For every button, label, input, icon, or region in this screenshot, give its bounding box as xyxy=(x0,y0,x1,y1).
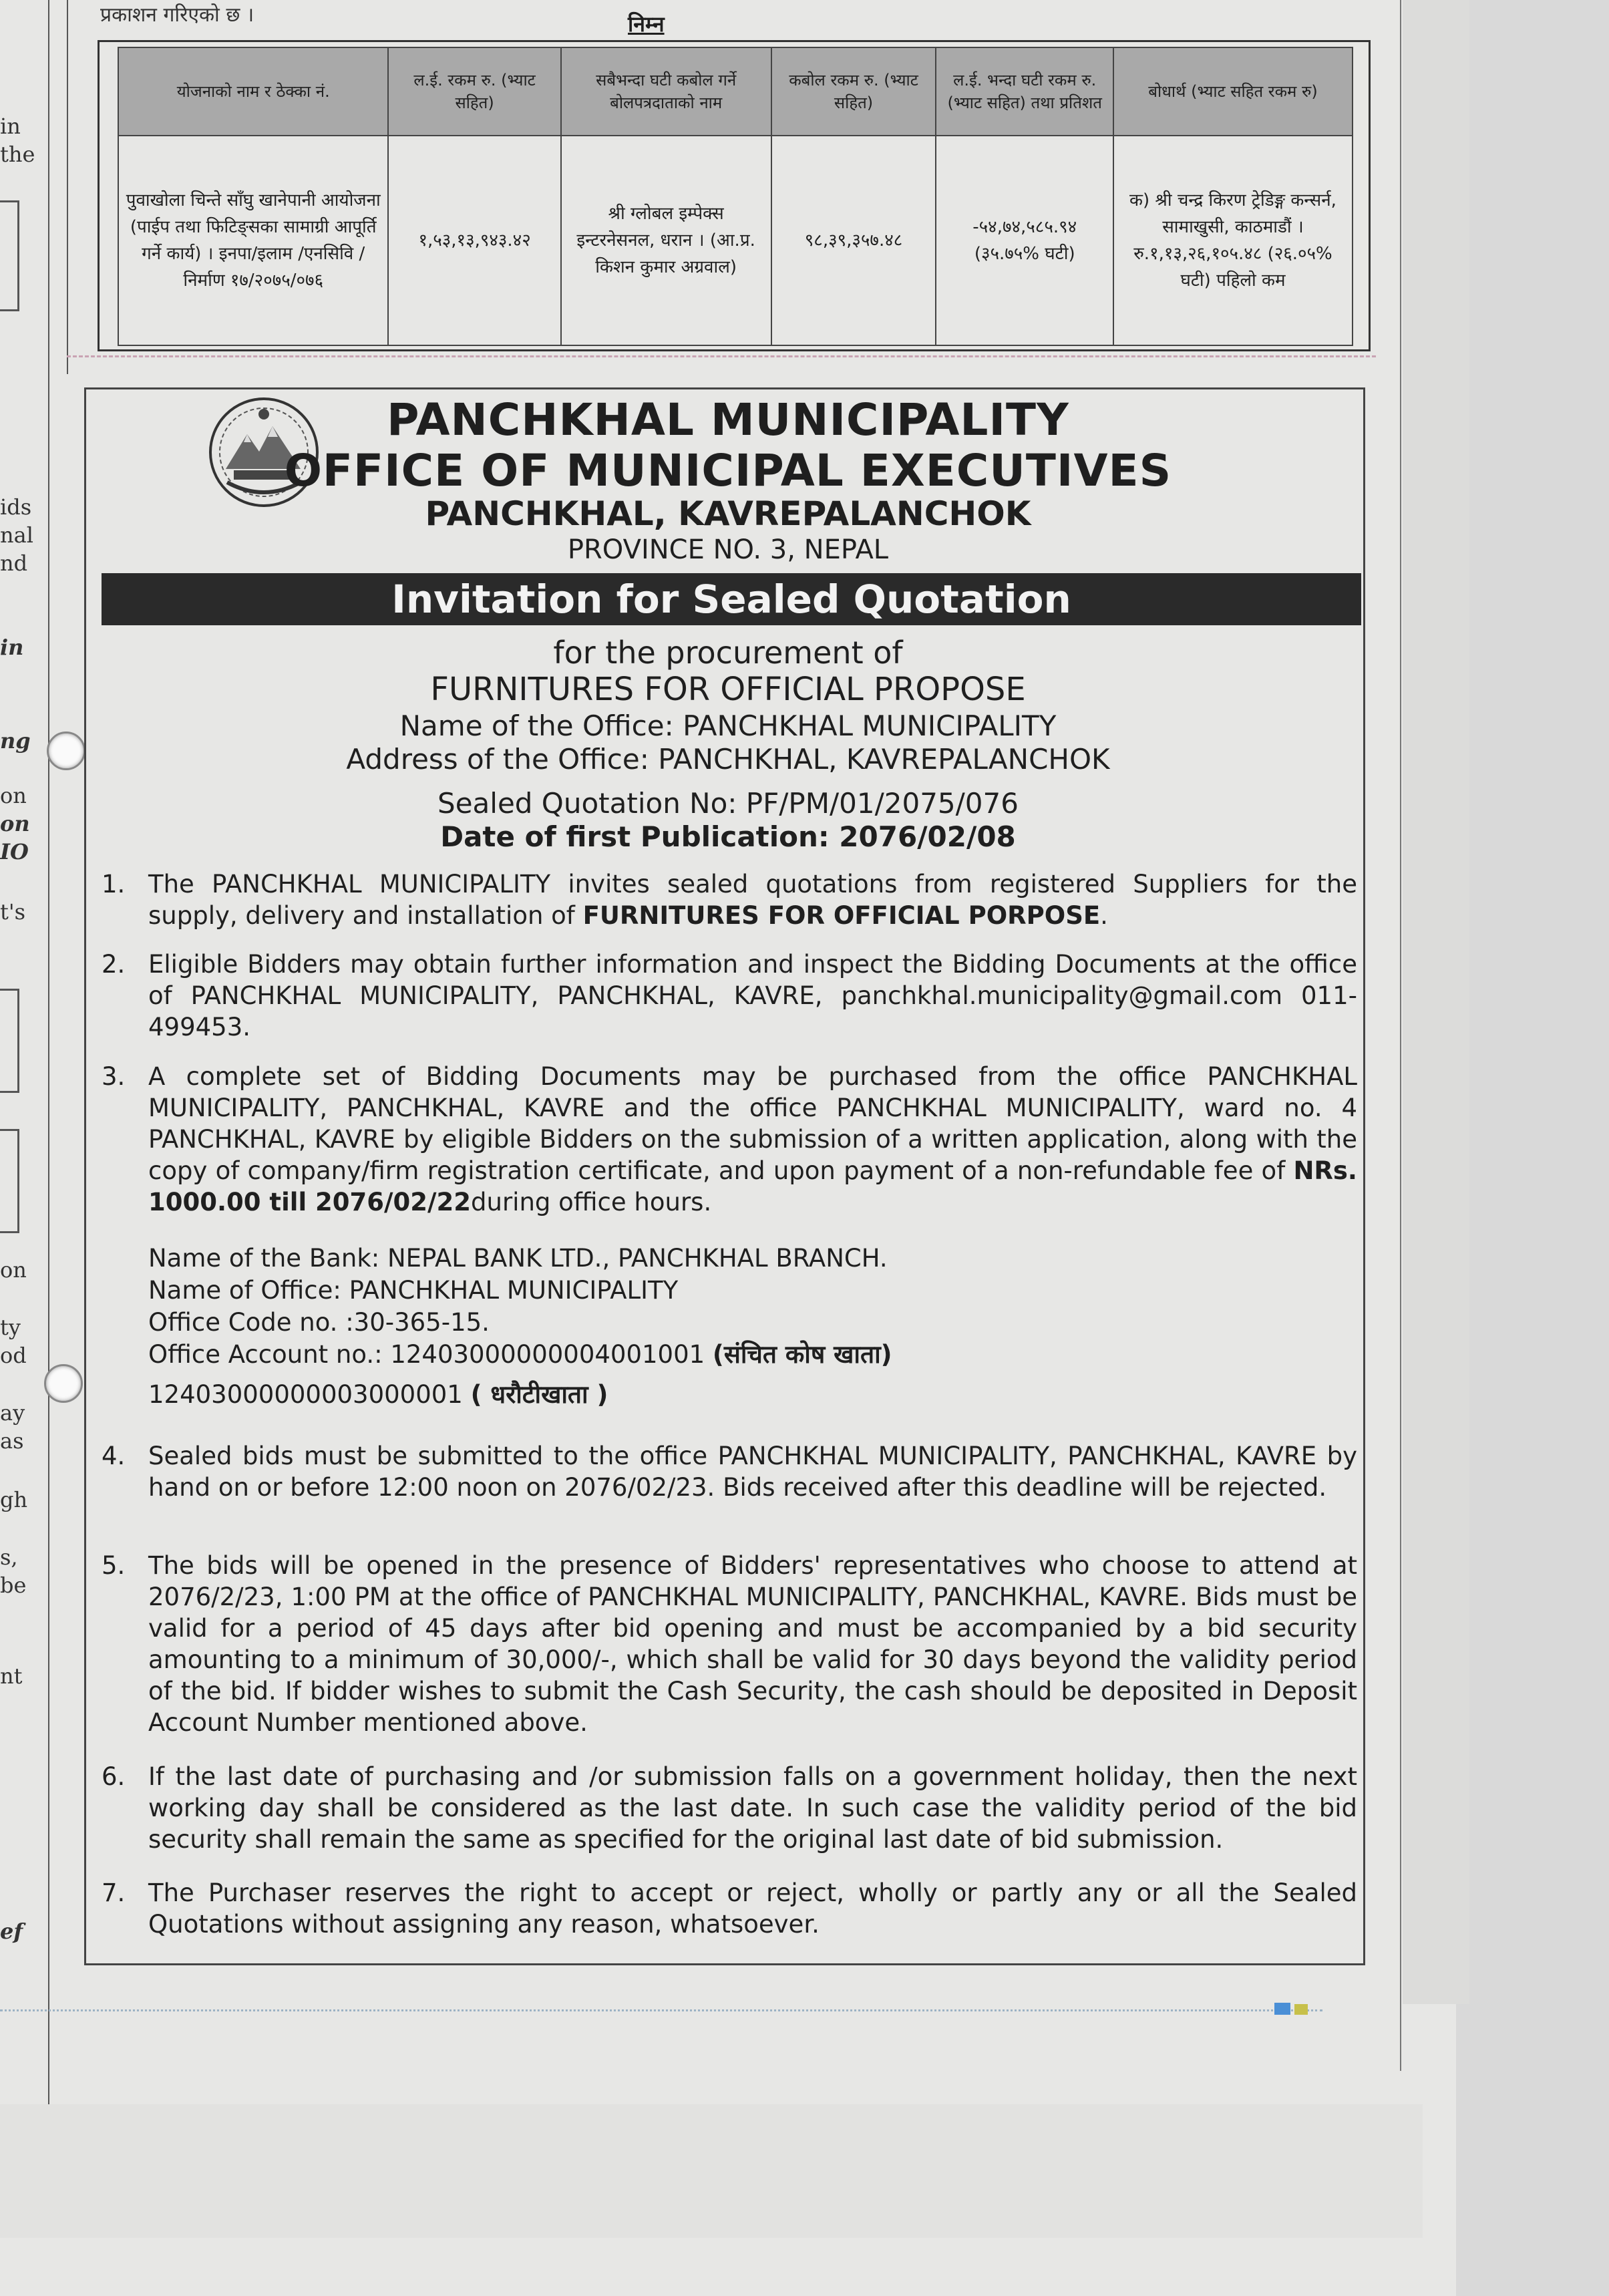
margin-text: t's xyxy=(0,899,26,925)
margin-text: ef xyxy=(0,1919,23,1944)
account-number: Office Account no.: 12403000000004001001 (संचित कोष खाता) xyxy=(148,1340,892,1369)
table-header-cell: योजनाको नाम र ठेक्का नं. xyxy=(118,47,388,136)
deposit-account-number: 12403000000003000001 ( धरौटीखाता ) xyxy=(148,1380,608,1409)
margin-text: be xyxy=(0,1573,27,1598)
margin-text: ng xyxy=(0,728,31,754)
top-caption: प्रकाशन गरिएको छ । xyxy=(100,3,254,27)
margin-text: nal xyxy=(0,522,33,548)
registration-mark xyxy=(1274,2003,1290,2015)
margin-text: ids xyxy=(0,494,32,520)
margin-text: od xyxy=(0,1343,27,1368)
list-item: 2. Eligible Bidders may obtain further information and inspect the Bidding Documents at the office of PANCHKHAL MUNICIPALITY, PANCHKHAL, KAVRE, panchkhal.municipality@gmail.com 011-499453. xyxy=(102,950,1357,1041)
table-cell: श्री ग्लोबल इम्पेक्स इन्टरनेसनल, धरान । (आ.प्र. किशन कुमार अग्रवाल) xyxy=(561,136,771,345)
table-cell: पुवाखोला चिन्ते साँघु खानेपानी आयोजना (पाईप तथा फिटिङ्सका सामाग्री आपूर्ति गर्ने कार्य) । इनपा/इलाम /एनसिवि /निर्माण १७/२०७५/०७६ xyxy=(118,136,388,345)
table-title: निम्न xyxy=(628,11,665,37)
margin-text: gh xyxy=(0,1487,28,1512)
org-name: PANCHKHAL MUNICIPALITY xyxy=(387,394,1069,446)
margin-text: on xyxy=(0,811,30,836)
margin-text: in xyxy=(0,114,21,139)
margin-text: nt xyxy=(0,1663,23,1689)
table-header-cell: बोधार्थ (भ्याट सहित रकम रु) xyxy=(1113,47,1353,136)
list-item: 5. The bids will be opened in the presence of Bidders' representatives who choose to attend at 2076/2/23, 1:00 PM at the office of PANCHKHAL MUNICIPALITY, PANCHKHAL, KAVRE. Bids must be valid for a period of 45 days after bid opening and must be accompanied by a bid security amounting to a minimum of 30,000/-, which shall be valid for 30 days beyond the validity period of the bid. If bidder wishes to submit the Cash Security, the cash should be deposited in Deposit Account Number mentioned above. xyxy=(102,1551,1357,1737)
office-code: Office Code no. :30-365-15. xyxy=(148,1308,490,1337)
org-office: OFFICE OF MUNICIPAL EXECUTIVES xyxy=(284,445,1172,496)
table-cell: १,५३,१३,९४३.४२ xyxy=(388,136,560,345)
list-item: 7. The Purchaser reserves the right to accept or reject, wholly or partly any or all the Sealed Quotations without assigning any reason, whatsoever. xyxy=(102,1878,1357,1939)
list-item: 4. Sealed bids must be submitted to the office PANCHKHAL MUNICIPALITY, PANCHKHAL, KAVRE by hand on or before 12:00 noon on 2076/02/23. Bids received after this deadline will be rejected. xyxy=(102,1442,1357,1502)
bank-name: Name of the Bank: NEPAL BANK LTD., PANCHKHAL BRANCH. xyxy=(148,1244,888,1273)
adjacent-page-edge xyxy=(1403,0,1469,2004)
margin-text: ay xyxy=(0,1400,25,1426)
margin-text: on xyxy=(0,1257,27,1283)
margin-text: in xyxy=(0,635,24,660)
bank-office: Name of Office: PANCHKHAL MUNICIPALITY xyxy=(148,1276,679,1305)
table-cell: क) श्री चन्द्र किरण ट्रेडिङ्ग कन्सर्न, सामाखुसी, काठमाडौं । रु.१,१३,२६,१०५.४८ (२६.०५% घटी) पहिलो कम xyxy=(1113,136,1353,345)
table-cell: -५४,७४,५८५.९४ (३५.७५% घटी) xyxy=(936,136,1113,345)
page-bottom-strip xyxy=(0,2104,1423,2238)
list-item: 3. A complete set of Bidding Documents may be purchased from the office PANCHKHAL MUNICIPALITY, PANCHKHAL, KAVRE and the office PANCHKHAL MUNICIPALITY, ward no. 4 PANCHKHAL, KAVRE by eligible Bidders on the submission of a written application, along with the copy of company/firm registration certificate, and upon payment of a non-refundable fee of NRs. 1000.00 till 2076/02/22during office hours. xyxy=(102,1062,1357,1216)
table-cell: ९८,३९,३५७.४८ xyxy=(771,136,936,345)
margin-text: as xyxy=(0,1428,24,1454)
section-divider xyxy=(67,355,1376,357)
sub-office-name: Name of the Office: PANCHKHAL MUNICIPALITY xyxy=(399,709,1057,742)
quotation-number: Sealed Quotation No: PF/PM/01/2075/076 xyxy=(437,787,1019,820)
bottom-divider xyxy=(0,2009,1322,2011)
list-item: 6. If the last date of purchasing and /or submission falls on a government holiday, then the next working day shall be considered as the last date. In such case the validity period of the bid security shall remain the same as specified for the original last date of bid submission. xyxy=(102,1762,1357,1854)
margin-box xyxy=(0,1129,19,1233)
table-header-cell: सबैभन्दा घटी कबोल गर्ने बोलपत्रदाताको नाम xyxy=(561,47,771,136)
table-header-cell: कबोल रकम रु. (भ्याट सहित) xyxy=(771,47,936,136)
margin-box xyxy=(0,200,19,311)
margin-text: the xyxy=(0,142,35,167)
margin-text: ty xyxy=(0,1315,21,1340)
column-rule-inner xyxy=(67,0,68,374)
column-rule-left xyxy=(48,0,49,2104)
list-item: 1. The PANCHKHAL MUNICIPALITY invites sealed quotations from registered Suppliers for the supply, delivery and installation of FURNITURES FOR OFFICIAL PORPOSE. xyxy=(102,870,1357,930)
org-location: PANCHKHAL, KAVREPALANCHOK xyxy=(425,494,1031,533)
notice-banner: Invitation for Sealed Quotation xyxy=(102,573,1361,625)
margin-box xyxy=(0,989,19,1093)
registration-mark xyxy=(1294,2004,1308,2015)
sub-office-address: Address of the Office: PANCHKHAL, KAVREPALANCHOK xyxy=(346,743,1110,776)
column-rule-right xyxy=(1400,0,1401,2071)
margin-text: IO xyxy=(0,839,29,864)
sub-procurement: for the procurement of xyxy=(553,635,903,671)
sub-item: FURNITURES FOR OFFICIAL PROPOSE xyxy=(430,671,1026,708)
margin-text: nd xyxy=(0,550,28,576)
margin-text: on xyxy=(0,783,27,808)
table-header-row xyxy=(118,47,1353,136)
org-province: PROVINCE NO. 3, NEPAL xyxy=(567,534,889,565)
table-row xyxy=(118,136,1353,345)
table-header-cell: ल.ई. भन्दा घटी रकम रु.(भ्याट सहित) तथा प्रतिशत xyxy=(936,47,1113,136)
margin-text: s, xyxy=(0,1544,18,1570)
publication-date: Date of first Publication: 2076/02/08 xyxy=(440,820,1016,853)
bid-result-table xyxy=(118,47,1353,346)
punch-hole xyxy=(44,1364,83,1403)
table-header-cell: ल.ई. रकम रु. (भ्याट सहित) xyxy=(388,47,560,136)
